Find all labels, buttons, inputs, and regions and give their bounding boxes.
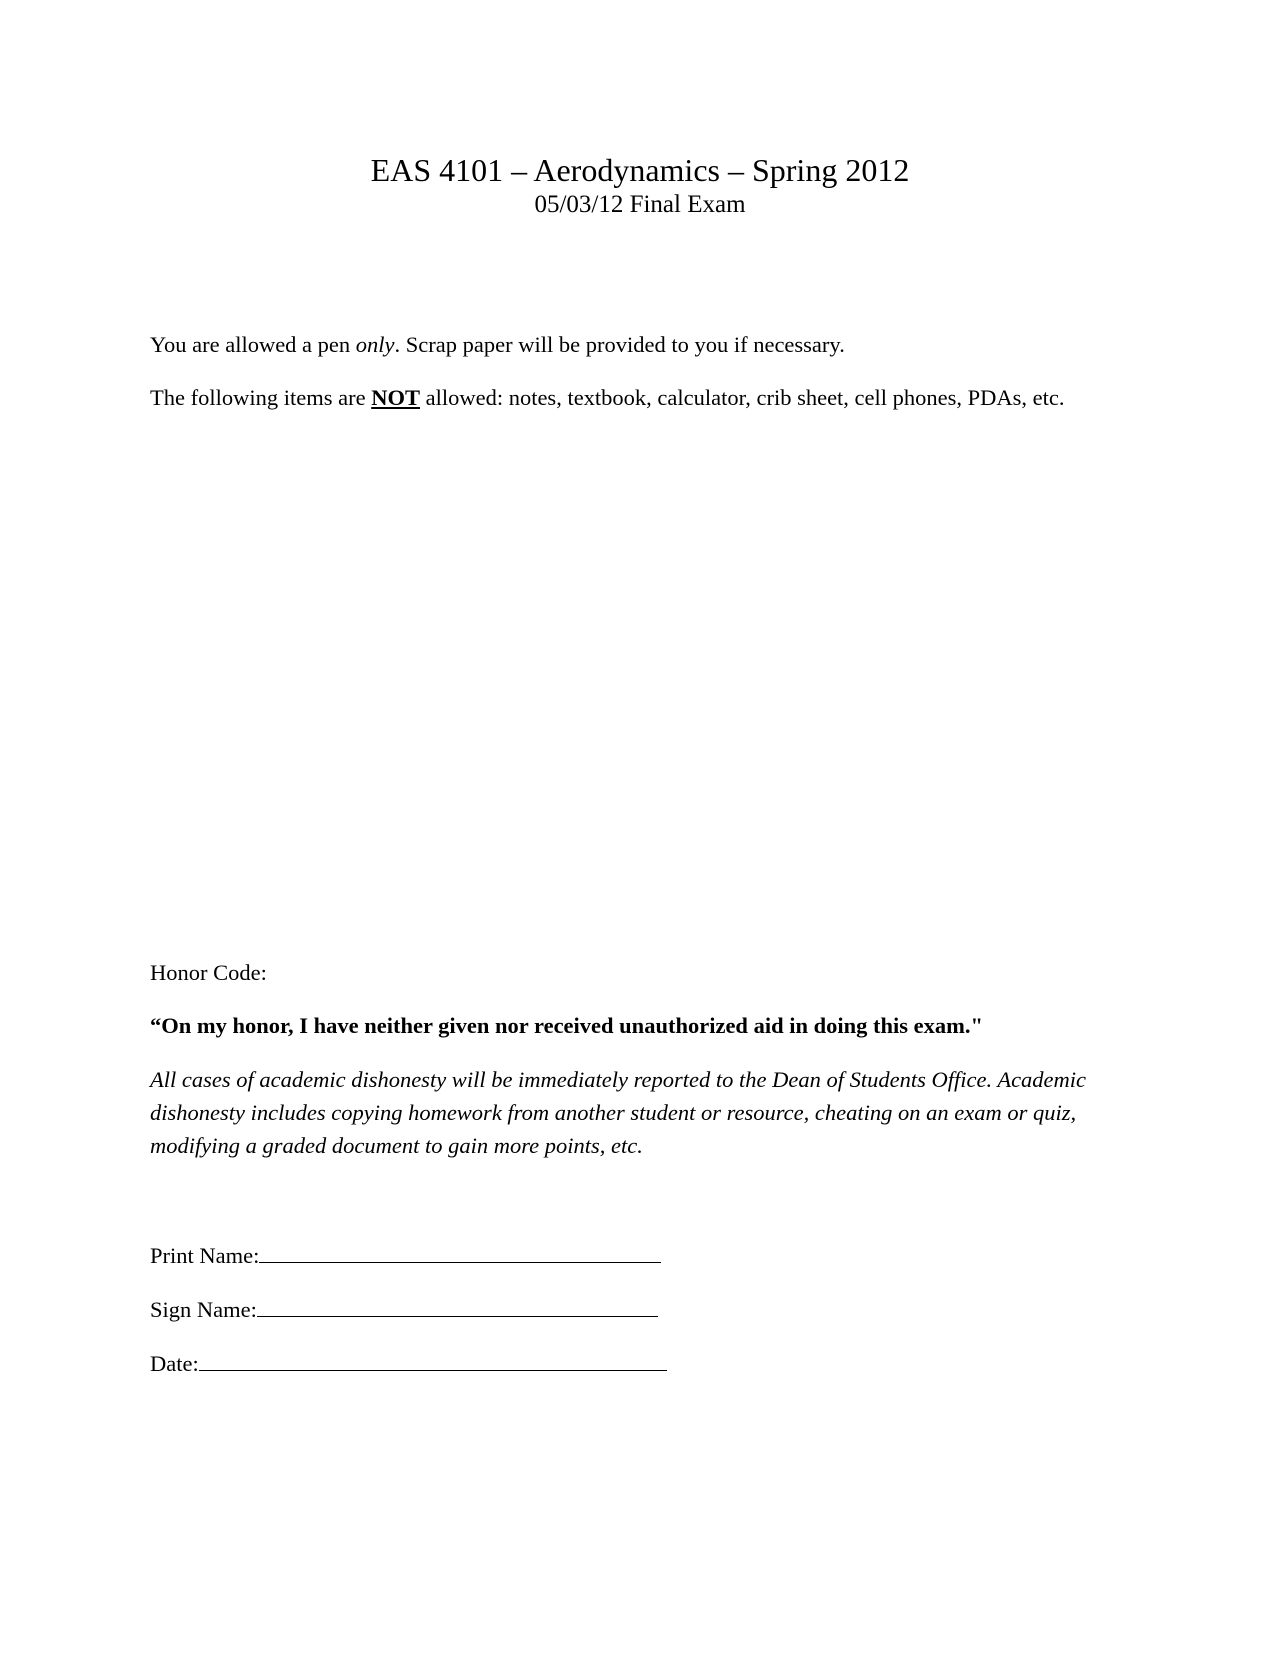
exam-subtitle: 05/03/12 Final Exam xyxy=(534,191,746,218)
sign-name-row xyxy=(150,1292,658,1325)
print-name-label: Print Name: xyxy=(150,1243,260,1268)
honor-code-quote: “On my honor, I have neither given nor received unauthorized aid in doing this exam." xyxy=(150,1013,983,1038)
not-allowed-items-text xyxy=(150,381,1130,414)
date-label: Date: xyxy=(150,1351,199,1376)
date-row xyxy=(150,1346,667,1379)
not-allowed-emphasis: NOT xyxy=(371,385,420,410)
honor-code-label: Honor Code: xyxy=(150,960,267,985)
allowed-emphasis: only xyxy=(355,332,395,357)
allowed-items-text xyxy=(150,328,1130,361)
not-allowed-prefix: The following items are xyxy=(150,385,372,410)
date-line[interactable] xyxy=(199,1346,667,1371)
sign-name-line[interactable] xyxy=(257,1292,658,1317)
not-allowed-suffix: allowed: notes, textbook, calculator, crib sheet, cell phones, PDAs, etc. xyxy=(419,385,1065,410)
academic-dishonesty-note: All cases of academic dishonesty will be immediately reported to the Dean of Students Office. Academic dishonesty includes copying homework from another student or resource, cheating on an exam or quiz, modifying a graded document to gain more points, etc. xyxy=(150,1067,1087,1158)
exam-header xyxy=(0,150,1280,220)
sign-name-label: Sign Name: xyxy=(150,1297,257,1322)
allowed-prefix: You are allowed a pen xyxy=(150,332,356,357)
course-title: EAS 4101 – Aerodynamics – Spring 2012 xyxy=(370,152,910,188)
allowed-suffix: . Scrap paper will be provided to you if necessary. xyxy=(394,332,845,357)
print-name-line[interactable] xyxy=(259,1238,661,1263)
print-name-row xyxy=(150,1238,661,1271)
